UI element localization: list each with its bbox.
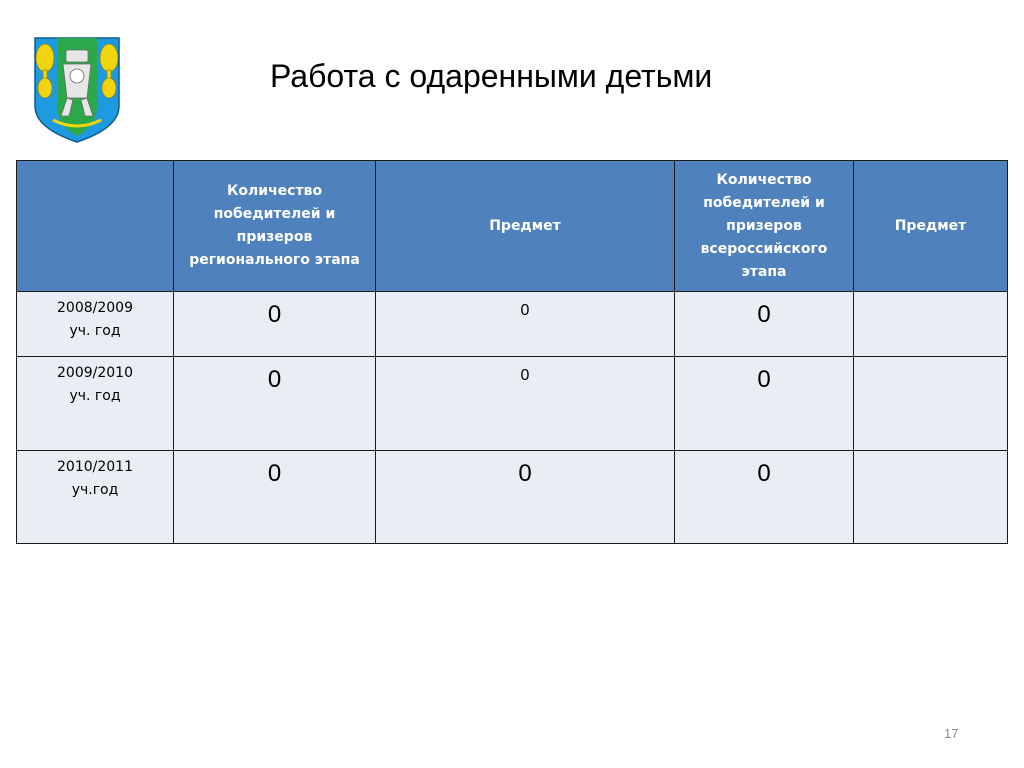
subject-1-value: 0 bbox=[376, 292, 675, 357]
year-suffix: уч. год bbox=[69, 323, 121, 339]
national-count: 0 bbox=[675, 451, 854, 544]
national-count: 0 bbox=[675, 357, 854, 451]
year-value: 2009/2010 bbox=[57, 365, 133, 381]
year-value: 2010/2011 bbox=[57, 459, 133, 475]
table-header-row bbox=[17, 161, 1008, 292]
subject-2-value bbox=[854, 292, 1008, 357]
header-subject: Предмет bbox=[854, 161, 1008, 292]
row-year-label bbox=[17, 292, 174, 357]
subject-1-value: 0 bbox=[376, 451, 675, 544]
subject-2-value bbox=[854, 451, 1008, 544]
table-row bbox=[17, 357, 1008, 451]
header-national-winners: Количество победителей и призеров всероссийского этапа bbox=[675, 161, 854, 292]
header-year bbox=[17, 161, 174, 292]
year-suffix: уч. год bbox=[69, 388, 121, 404]
subject-2-value bbox=[854, 357, 1008, 451]
regional-count: 0 bbox=[174, 451, 376, 544]
results-table bbox=[16, 160, 1008, 544]
regional-count: 0 bbox=[174, 292, 376, 357]
year-suffix: уч.год bbox=[71, 482, 119, 498]
row-year-label bbox=[17, 357, 174, 451]
coat-of-arms-emblem bbox=[33, 36, 121, 144]
header-subject: Предмет bbox=[376, 161, 675, 292]
slide-title: Работа с одаренными детьми bbox=[270, 58, 713, 94]
table-row bbox=[17, 451, 1008, 544]
row-year-label bbox=[17, 451, 174, 544]
header-regional-winners: Количество победителей и призеров регионального этапа bbox=[174, 161, 376, 292]
year-value: 2008/2009 bbox=[57, 300, 133, 316]
national-count: 0 bbox=[675, 292, 854, 357]
regional-count: 0 bbox=[174, 357, 376, 451]
page-number: 17 bbox=[944, 726, 959, 741]
subject-1-value: 0 bbox=[376, 357, 675, 451]
table-row bbox=[17, 292, 1008, 357]
